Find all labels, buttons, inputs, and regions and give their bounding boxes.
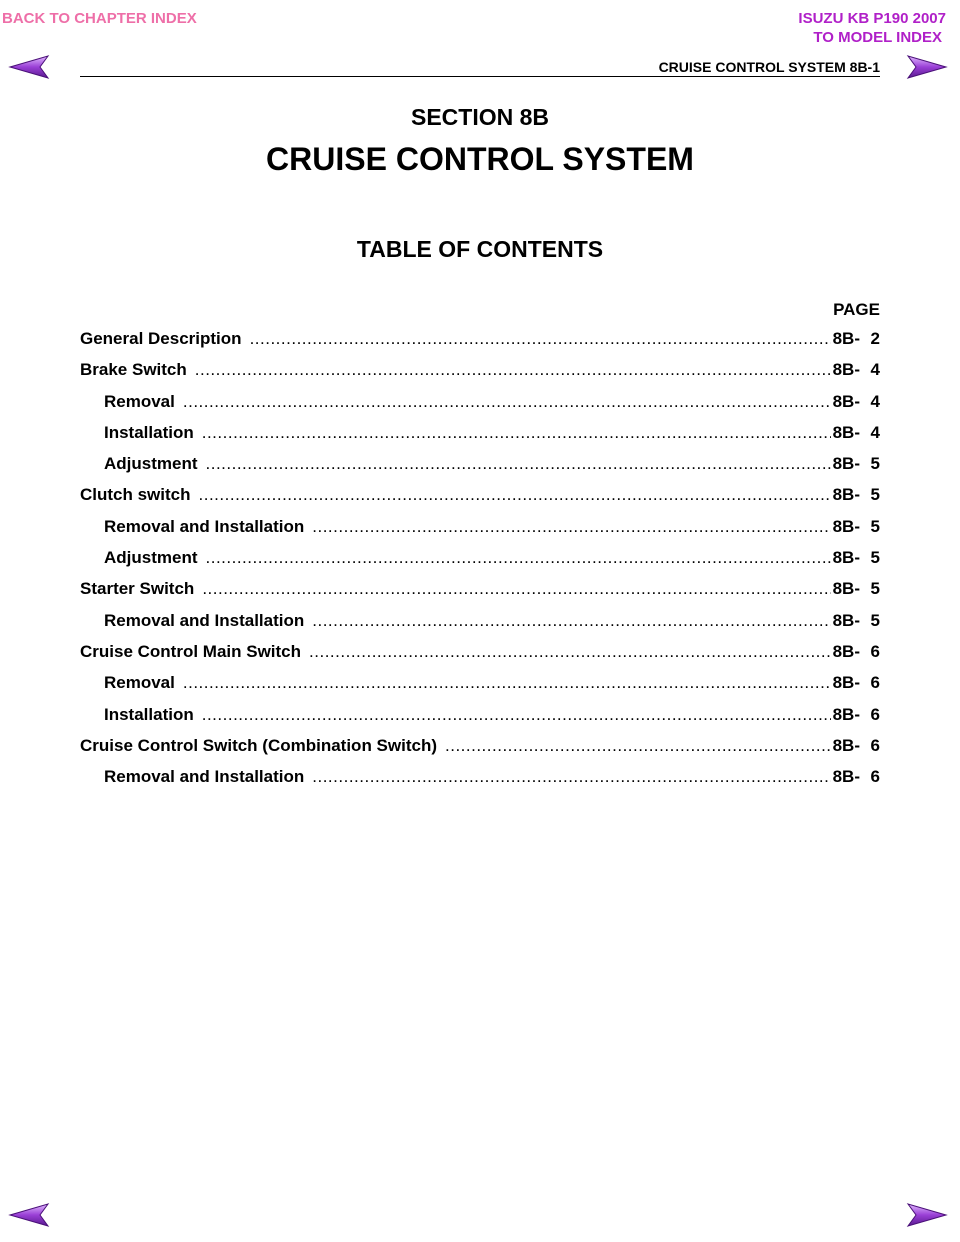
toc-entry-brake-switch[interactable] [80,360,880,391]
toc-entry-label: Removal and Installation [104,610,305,630]
toc-entry-clutch-switch[interactable] [80,485,880,516]
toc-entry-page: 8B- 6 [832,704,880,724]
toc-leader [312,517,830,537]
toc-leader [183,673,831,693]
toc-leader [195,360,831,380]
toc-entry-page: 8B- 5 [832,548,880,568]
toc-entry-main-switch-installation[interactable] [80,705,880,736]
toc-entry-starter-switch[interactable] [80,579,880,610]
toc-entry-cruise-main-switch[interactable] [80,642,880,673]
toc-entry-label: Installation [104,704,194,724]
toc-leader [250,329,831,349]
toc-entry-label: Removal and Installation [104,767,305,787]
toc-entry-label: Adjustment [104,548,198,568]
toc-entry-page: 8B- 5 [832,485,880,505]
toc-entry-page: 8B- 5 [832,579,880,599]
section-title: SECTION 8B [410,104,550,130]
toc-entry-label: Removal [104,673,175,693]
toc-entry-label: Cruise Control Main Switch [80,641,302,661]
toc-leader [445,736,831,756]
toc-leader [312,767,830,787]
arrow-left-icon[interactable] [8,52,50,82]
toc-entry-page: 8B- 5 [832,454,880,474]
to-model-index-link[interactable]: TO MODEL INDEX [813,29,942,46]
toc-leader [202,705,831,725]
toc-entry-label: Starter Switch [80,579,195,599]
toc-entry-page: 8B- 6 [832,641,880,661]
toc-entry-page: 8B- 4 [832,391,880,411]
toc-leader [206,548,831,568]
toc-leader [312,611,830,631]
toc-entry-combination-removal-installation[interactable] [80,767,880,798]
toc-entry-label: Adjustment [104,454,198,474]
toc-entry-brake-adjustment[interactable] [80,454,880,485]
arrow-right-icon[interactable] [906,1200,948,1230]
toc-entry-page: 8B- 5 [832,610,880,630]
arrow-left-icon[interactable] [8,1200,50,1230]
toc-entry-page: 8B- 6 [832,767,880,787]
back-to-chapter-index-link[interactable]: BACK TO CHAPTER INDEX [2,10,197,27]
toc-entry-brake-removal[interactable] [80,392,880,423]
toc-entry-main-switch-removal[interactable] [80,673,880,704]
toc-title: TABLE OF CONTENTS [356,236,604,262]
document-title: CRUISE CONTROL SYSTEM [266,141,694,177]
toc-entry-label: Clutch switch [80,485,191,505]
toc-entry-label: Removal and Installation [104,516,305,536]
toc-entry-clutch-removal-installation[interactable] [80,517,880,548]
header-divider [80,76,880,77]
running-header: CRUISE CONTROL SYSTEM 8B-1 [658,59,880,75]
toc-entry-label: Installation [104,422,194,442]
page-column-label: PAGE [833,300,880,319]
toc-leader [309,642,831,662]
toc-leader [202,423,831,443]
toc-entry-label: Brake Switch [80,360,187,380]
toc-entry-clutch-adjustment[interactable] [80,548,880,579]
toc-entry-page: 8B- 5 [832,516,880,536]
arrow-right-icon[interactable] [906,52,948,82]
toc-entry-page: 8B- 4 [832,360,880,380]
toc-entry-page: 8B- 4 [832,422,880,442]
toc-leader [199,485,831,505]
toc-entry-starter-removal-installation[interactable] [80,611,880,642]
toc-leader [183,392,831,412]
toc-list [80,329,880,798]
toc-entry-label: Removal [104,391,175,411]
toc-leader [206,454,831,474]
model-title-link[interactable]: ISUZU KB P190 2007 [798,10,946,27]
toc-entry-brake-installation[interactable] [80,423,880,454]
toc-entry-cruise-combination-switch[interactable] [80,736,880,767]
toc-entry-page: 8B- 6 [832,735,880,755]
toc-entry-label: Cruise Control Switch (Combination Switch) [80,735,437,755]
toc-entry-general-description[interactable] [80,329,880,360]
toc-entry-page: 8B- 2 [832,329,880,348]
toc-entry-page: 8B- 6 [832,673,880,693]
toc-entry-label: General Description [80,329,242,348]
toc-leader [202,579,830,599]
